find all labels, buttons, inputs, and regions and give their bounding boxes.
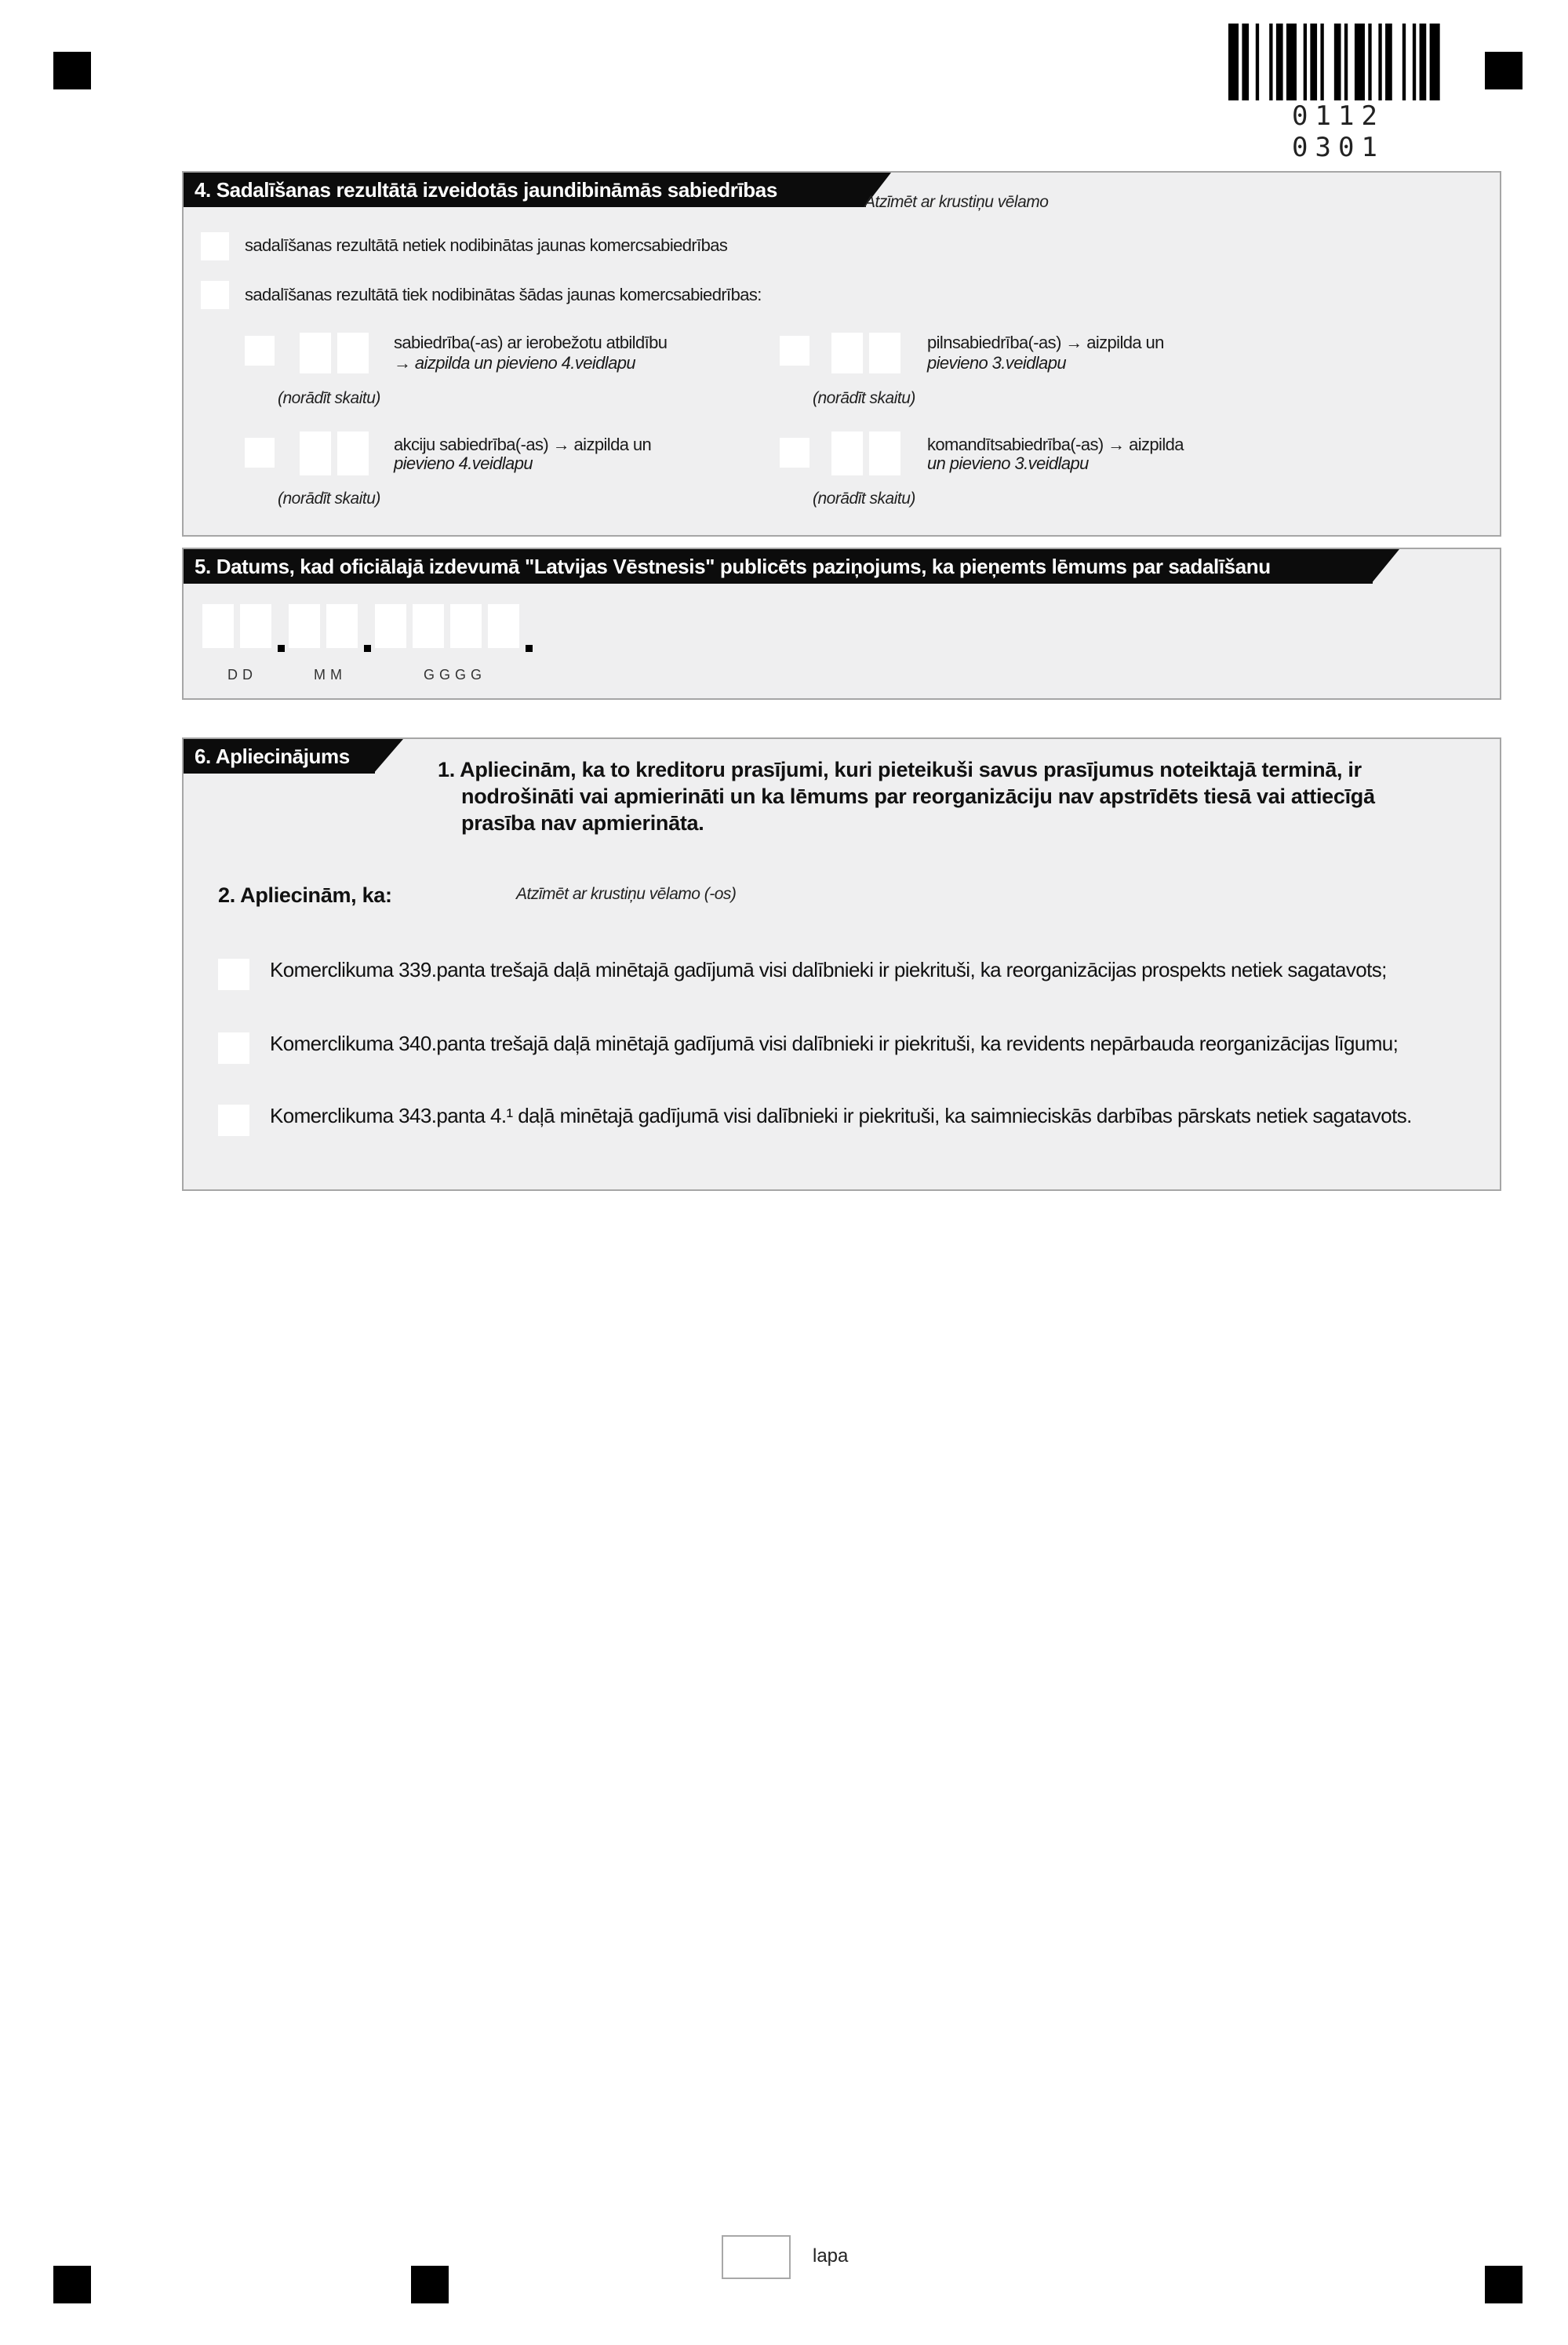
partnership-label-line1: pilnsabiedrība(-as) → aizpilda un [927,333,1164,352]
barcode-bar [1304,24,1307,100]
limited-partnership-count-digit-2[interactable] [869,431,900,475]
registration-mark-top-right [1485,52,1523,89]
checkbox-general-partnership[interactable] [780,336,809,366]
statement-1-line3: prasība nav apmierināta. [461,811,704,835]
limited-partnership-count-digit-1[interactable] [831,431,863,475]
option-new-companies: sadalīšanas rezultātā tiek nodibinātas šādas jaunas komercsabiedrības: [245,285,762,304]
section-6-certification [182,737,1501,1191]
section-6-title-slant [373,739,403,774]
barcode-bar [1402,24,1406,100]
checkbox-llc[interactable] [245,336,275,366]
barcode-bar [1378,24,1381,100]
barcode-bar [1276,24,1283,100]
item-report-waiver: Komerclikuma 343.panta 4.¹ daļā minētajā gadījumā visi dalībnieki ir piekrituši, ka saimnieciskās darbības pārskats netiek sagatavots. [270,1104,1412,1127]
date-label-yyyy: GGGG [424,667,487,683]
date-day-digit-2[interactable] [240,604,271,648]
barcode-bar [1385,24,1392,100]
barcode-bar [1430,24,1440,100]
checkbox-report-waiver[interactable] [218,1105,249,1136]
barcode-bar [1368,24,1371,100]
partnership-count-hint: (norādīt skaitu) [813,389,915,407]
section-4-hint: Atzīmēt ar krustiņu vēlamo [864,193,1049,211]
section-6-hint: Atzīmēt ar krustiņu vēlamo (-os) [516,885,737,903]
barcode-bar [1242,24,1249,100]
joint-stock-count-digit-2[interactable] [337,431,369,475]
page-label: lapa [813,2245,849,2267]
date-separator-dot [278,645,285,652]
registration-mark-bottom-right [1485,2266,1523,2303]
date-month-digit-1[interactable] [289,604,320,648]
date-year-digit-2[interactable] [413,604,444,648]
joint-stock-label-line2: pievieno 4.veidlapu [394,453,533,473]
barcode-bars [1228,24,1443,100]
barcode-bar [1355,24,1365,100]
barcode [1228,24,1443,163]
limited-partnership-label-line1: komandītsabiedrība(-as) → aizpilda [927,435,1184,454]
date-year-digit-4[interactable] [488,604,519,648]
checkbox-no-new-companies[interactable] [201,232,229,260]
section-5-publication-date [182,548,1501,700]
joint-stock-count-hint: (norādīt skaitu) [278,490,380,508]
date-month-digit-2[interactable] [326,604,358,648]
section-6-title: 6. Apliecinājums [184,739,375,774]
date-end-dot [526,645,533,652]
section-4-title: 4. Sadalīšanas rezultātā izveidotās jaundibināmās sabiedrības [184,173,866,207]
barcode-number: 0112 0301 [1236,100,1440,163]
barcode-bar [1334,24,1341,100]
section-4-new-companies [182,171,1501,537]
barcode-bar [1413,24,1416,100]
barcode-bar [1228,24,1239,100]
checkbox-joint-stock[interactable] [245,438,275,468]
item-prospectus-waiver: Komerclikuma 339.panta trešajā daļā minētajā gadījumā visi dalībnieki ir piekrituši, ka reorganizācijas prospekts netiek sagatavots; [270,958,1387,981]
llc-count-hint: (norādīt skaitu) [278,389,380,407]
registration-mark-bottom-middle [411,2266,449,2303]
partnership-label-line2: pievieno 3.veidlapu [927,353,1066,373]
barcode-bar [1286,24,1297,100]
limited-partnership-label-line2: un pievieno 3.veidlapu [927,453,1089,473]
option-no-new-companies: sadalīšanas rezultātā netiek nodibinātas jaunas komercsabiedrības [245,235,728,255]
joint-stock-label-line1: akciju sabiedrība(-as) → aizpilda un [394,435,652,454]
barcode-bar [1420,24,1427,100]
statement-1-line2: nodrošināti vai apmierināti un ka lēmums par reorganizāciju nav apstrīdēts tiesā vai attiecīgā [461,785,1375,808]
section-5-title: 5. Datums, kad oficiālajā izdevumā "Latvijas Vēstnesis" publicēts paziņojums, ka pieņemts lēmums par sadalīšanu [184,549,1373,584]
checkbox-new-companies[interactable] [201,281,229,309]
barcode-bar [1344,24,1348,100]
date-label-dd: DD [227,667,257,683]
date-label-mm: MM [314,667,347,683]
barcode-bar [1256,24,1259,100]
limited-partnership-count-hint: (norādīt skaitu) [813,490,915,508]
page-number-input[interactable] [722,2235,791,2279]
statement-1-line1: 1. Apliecinām, ka to kreditoru prasījumi, kuri pieteikuši savus prasījumus noteiktajā terminā, ir [438,758,1362,781]
checkbox-prospectus-waiver[interactable] [218,959,249,990]
date-year-digit-1[interactable] [375,604,406,648]
llc-count-digit-2[interactable] [337,333,369,373]
date-year-digit-3[interactable] [450,604,482,648]
joint-stock-count-digit-1[interactable] [300,431,331,475]
llc-count-digit-1[interactable] [300,333,331,373]
partnership-count-digit-2[interactable] [869,333,900,373]
llc-label-line2: → aizpilda un pievieno 4.veidlapu [394,353,635,373]
date-day-digit-1[interactable] [202,604,234,648]
partnership-count-digit-1[interactable] [831,333,863,373]
item-auditor-waiver: Komerclikuma 340.panta trešajā daļā minētajā gadījumā visi dalībnieki ir piekrituši, ka revidents nepārbauda reorganizācijas līgumu; [270,1032,1399,1055]
barcode-bar [1320,24,1323,100]
date-separator-dot [364,645,371,652]
statement-2: 2. Apliecinām, ka: [218,883,392,907]
llc-label-line1: sabiedrība(-as) ar ierobežotu atbildību [394,333,668,352]
registration-mark-top-left [53,52,91,89]
barcode-bar [1269,24,1272,100]
checkbox-auditor-waiver[interactable] [218,1032,249,1064]
checkbox-limited-partnership[interactable] [780,438,809,468]
barcode-bar [1310,24,1317,100]
registration-mark-bottom-left [53,2266,91,2303]
section-5-title-slant [1371,549,1399,584]
